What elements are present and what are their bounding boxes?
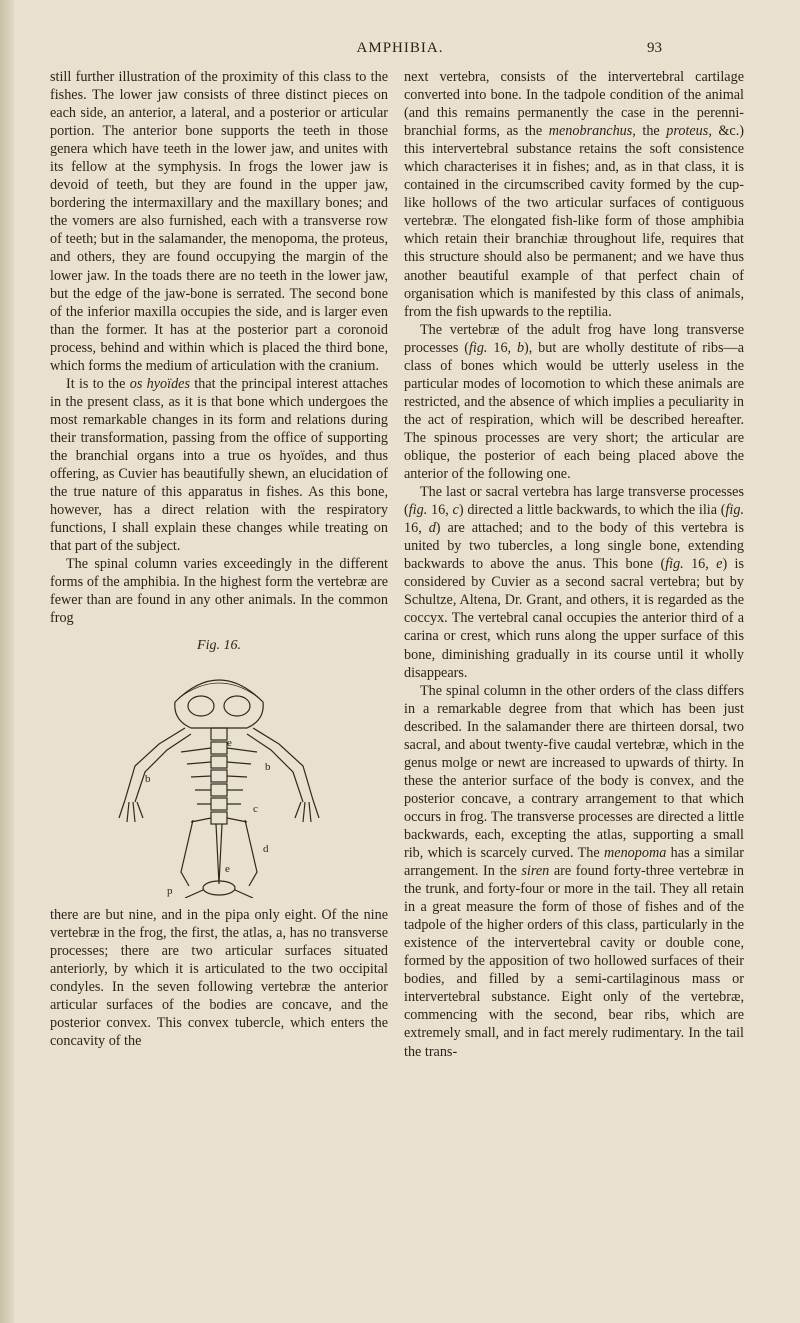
term-menopoma: menopoma: [604, 845, 667, 862]
figure-label: e: [225, 862, 230, 875]
fig-reference: fig.: [725, 502, 745, 519]
figure-label: p: [167, 884, 173, 897]
right-column: [404, 68, 744, 1061]
fig-letter: b: [516, 339, 525, 356]
fig-letter: c: [452, 502, 459, 519]
frog-skeleton-illustration: [115, 662, 323, 898]
paragraph: next vertebra, consists of the intervertebral cartilage converted into bone. In the tadpole condition of the animal (and this remains permanently the case in the perenni-branchial forms, as the menobranchus, the proteus, &c.) this intervertebral substance retains the soft consistence which characterises it in fishes; and, as in that class, it is contained in the circumscribed cavity formed by the cup-like hollows of the two articular surfaces of contiguous vertebræ. The elongated fish-like form of those amphibia which retain their branchiæ throughout life, requires that this structure should also be permanent; and we have thus another beautiful example of that perfect chain of organisation which is manifested by this class of animals, from the fish upwards to the reptilia.: [404, 69, 745, 320]
fig-letter: e: [716, 556, 723, 573]
term-os-hyoides: os hyoïdes: [129, 375, 190, 392]
figure-label: b: [265, 760, 271, 773]
running-head: [0, 40, 800, 64]
fig-letter: d: [428, 520, 436, 537]
fig-reference: fig.: [468, 339, 488, 356]
paragraph: The vertebræ of the adult frog have long transverse processes (fig. 16, b), but are wholly destitute of ribs—a class of bones which would be utterly useless in the particular modes of locomotion to which these animals are restricted, and the absence of which implies a peculiarity in the act of respiration, which will be described hereafter. The spinous processes are very short; the articular are oblique, the posterior of each being placed above the anterior of the following one.: [404, 321, 744, 483]
left-column: [50, 68, 388, 1050]
running-title: AMPHIBIA.: [356, 40, 444, 56]
term-menobranchus: menobranchus: [548, 123, 633, 140]
figure-caption: Fig. 16.: [197, 638, 241, 654]
figure-label: c: [253, 802, 258, 815]
figure-label: e: [227, 736, 232, 749]
paragraph: The spinal column varies exceedingly in the different forms of the amphibia. In the highest form the vertebræ are fewer than are found in any other animals. In the common frog: [50, 556, 388, 627]
page-number: 93: [647, 40, 662, 56]
figure-16: [50, 637, 388, 897]
page-gutter: [0, 0, 14, 1323]
figure-label: d: [263, 842, 269, 855]
paragraph: there are but nine, and in the pipa only eight. Of the nine vertebræ in the frog, the first, the atlas, a, has no transverse processes; there are two articular surfaces situated anteriorly, by which it is articulated to the two occipital condyles. In the seven following vertebræ the anterior articular surfaces of the bodies are concave, and the posterior convex. This convex tubercle, which enters the concavity of the: [50, 906, 388, 1049]
fig-reference: fig.: [408, 502, 428, 519]
paragraph: still further illustration of the proximity of this class to the fishes. The lower jaw consists of three distinct pieces on each side, an anterior, a lateral, and a posterior or articular portion. The anterior bone supports the teeth in those genera which have teeth in the lower jaw, and unites with its fellow at the symphysis. In frogs the lower jaw is devoid of teeth, but they are found in the upper jaw, bordering the intermaxillary and the maxillary bones; and the vomers are also furnished, each with a transverse row of teeth; but in the salamander, the menopoma, the proteus, and others, they are found occupying the margin of the lower jaw. In the toads there are no teeth in the lower jaw, but the edge of the jaw-bone is serrated. The second bone of the inferior maxilla occupies the side, and is larger even than the former. It has at the posterior part a coronoid process, behind and within which is placed the third bone, which forms the medium of articulation with the cranium.: [50, 69, 388, 374]
paragraph: The last or sacral vertebra has large transverse processes (fig. 16, c) directed a little backwards, to which the ilia (fig. 16, d) are attached; and to the body of this vertebra is united by two tubercles, a long single bone, extending backwards to above the anus. This bone (fig. 16, e) is considered by Cuvier as a second sacral vertebra; but by Schultze, Altena, Dr. Grant, and others, it is regarded as the coccyx. The vertebral canal occupies the anterior third of a carina or crest, which runs along the upper surface of this bone, diminishing gradually in its course until it wholly disappears.: [404, 484, 745, 681]
paragraph: It is to the os hyoïdes that the principal interest attaches in the present class, as it is that bone which undergoes the most remarkable changes in its form and relations during their transformation, passing from the office of supporting the branchial organs into a true os hyoïdes, and thus offering, as Cuvier has beautifully shewn, an elucidation of the true nature of this apparatus in fishes. As this bone, however, has a direct relation with the respiratory functions, I shall explain these changes while treating on that part of the subject.: [50, 375, 388, 555]
term-proteus: proteus: [666, 123, 709, 140]
paragraph: The spinal column in the other orders of the class differs in a remarkable degree from that which has been just described. In the salamander there are thirteen dorsal, two sacral, and about twenty-five caudal vertebræ, which in the genus molge or newt are increased to upwards of thirty. In these the anterior surface of the body is convex, and the posterior concave, a contrary arrangement to that which occurs in frog. The transverse processes are directed a little backwards, each, excepting the atlas, supporting a small rib, which is scarcely curved. The menopoma has a similar arrangement. In the siren are found forty-three vertebræ in the trunk, and forty-four or more in the tail. They all retain in a great measure the form of those of fishes and of the tadpole of the higher orders of this class, particularly in the existence of the intervertebral cavity or double cone, formed by the apposition of two hollowed surfaces of their bodies, and filled by a semi-cartilaginous mass or intervertebral substance. Eight only of the vertebræ, commencing with the second, bear ribs, which are extremely small, and in fact merely rudimentary. In the tail the trans-: [404, 682, 745, 1060]
term-siren: siren: [521, 863, 550, 880]
fig-reference: fig.: [665, 556, 684, 573]
figure-label: b: [145, 772, 151, 785]
